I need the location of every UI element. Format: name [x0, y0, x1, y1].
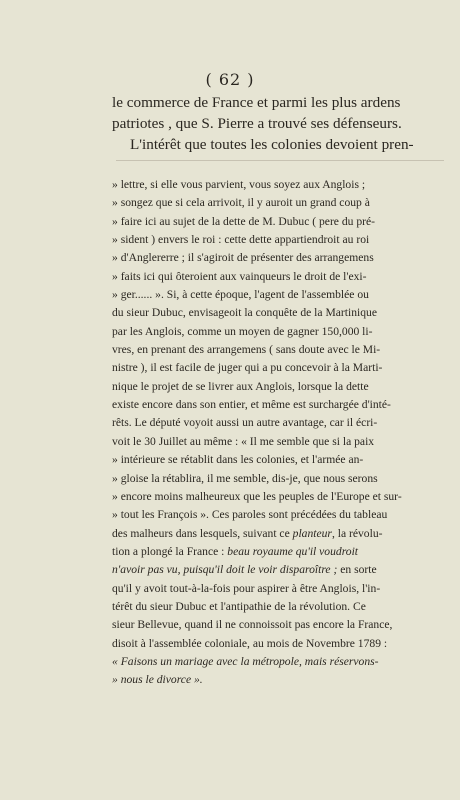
quoted-body-text	[112, 176, 446, 690]
body-line: » gloise la rétablira, il me semble, dis-je, que nous serons	[112, 471, 378, 485]
body-line-start: des malheurs dans lesquels, suivant ce	[112, 526, 290, 540]
body-line-mixed	[112, 525, 446, 543]
body-line: qu'il y avoit tout-à-la-fois pour aspirer à être Anglois, l'in-	[112, 581, 381, 595]
body-line: » sident ) envers le roi : cette dette appartiendroit au roi	[112, 233, 370, 247]
top-line-2: patriotes , que S. Pierre a trouvé ses défenseurs.	[112, 115, 402, 132]
body-line: » tout les François ». Ces paroles sont précédées du tableau	[112, 508, 388, 522]
body-line: existe encore dans son entier, et même est surchargée d'inté-	[112, 398, 391, 412]
body-line-start: tion a plongé la France :	[112, 544, 225, 558]
italic-beau-royaume: beau royaume qu'il voudroit	[227, 544, 359, 558]
top-line-1: le commerce de France et parmi les plus ardens	[112, 94, 401, 111]
body-line: » songez que si cela arrivoit, il y auroit un grand coup à	[112, 196, 370, 210]
italic-planteur: planteur	[292, 526, 332, 540]
section-divider	[116, 160, 444, 161]
body-line: rêts. Le député voyoit aussi un autre avantage, car il écri-	[112, 416, 378, 430]
body-line: » d'Anglererre ; il s'agiroit de présenter des arrangemens	[112, 251, 374, 265]
body-line: nistre ), il est facile de juger qui a pu concevoir à la Marti-	[112, 361, 383, 375]
body-line: du sieur Dubuc, envisageoit la conquête de la Martinique	[112, 306, 377, 320]
body-line: térêt du sieur Dubuc et l'antipathie de la révolution. Ce	[112, 599, 366, 613]
body-line: » intérieure se rétablit dans les colonies, et l'armée an-	[112, 453, 364, 467]
body-line-end: , la révolu-	[331, 526, 383, 540]
body-line: nique le projet de se livrer aux Anglois, lorsque la dette	[112, 379, 369, 393]
body-line: voit le 30 Juillet au même : « Il me semble que si la paix	[112, 434, 375, 448]
body-line-italic: « Faisons un mariage avec la métropole, mais réservons-	[112, 654, 379, 668]
body-line: » faire ici au sujet de la dette de M. Dubuc ( pere du pré-	[112, 214, 376, 228]
body-line-end: en sorte	[340, 563, 377, 577]
body-line-mixed	[112, 561, 446, 579]
top-line-3: L'intérêt que toutes les colonies devoient pren-	[130, 136, 414, 153]
body-line: vres, en prenant des arrangemens ( sans doute avec le Mi-	[112, 343, 381, 357]
body-line-italic: » nous le divorce ».	[112, 673, 203, 687]
body-line: » ger...... ». Si, à cette époque, l'agent de l'assemblée ou	[112, 288, 369, 302]
body-line: sieur Bellevue, quand il ne connoissoit pas encore la France,	[112, 618, 393, 632]
body-line: par les Anglois, comme un moyen de gagner 150,000 li-	[112, 324, 373, 338]
page-number: ( 62 )	[205, 70, 255, 89]
top-paragraph	[112, 92, 446, 155]
body-line: disoit à l'assemblée coloniale, au mois de Novembre 1789 :	[112, 636, 388, 650]
body-line: » encore moins malheureux que les peuples de l'Europe et sur-	[112, 489, 402, 503]
body-line: » faits ici qui ôteroient aux vainqueurs le droit de l'exi-	[112, 269, 367, 283]
body-line-mixed	[112, 543, 446, 561]
body-line: » lettre, si elle vous parvient, vous soyez aux Anglois ;	[112, 178, 366, 191]
italic-quote-end: n'avoir pas vu, puisqu'il doit le voir disparoître ;	[112, 563, 338, 577]
